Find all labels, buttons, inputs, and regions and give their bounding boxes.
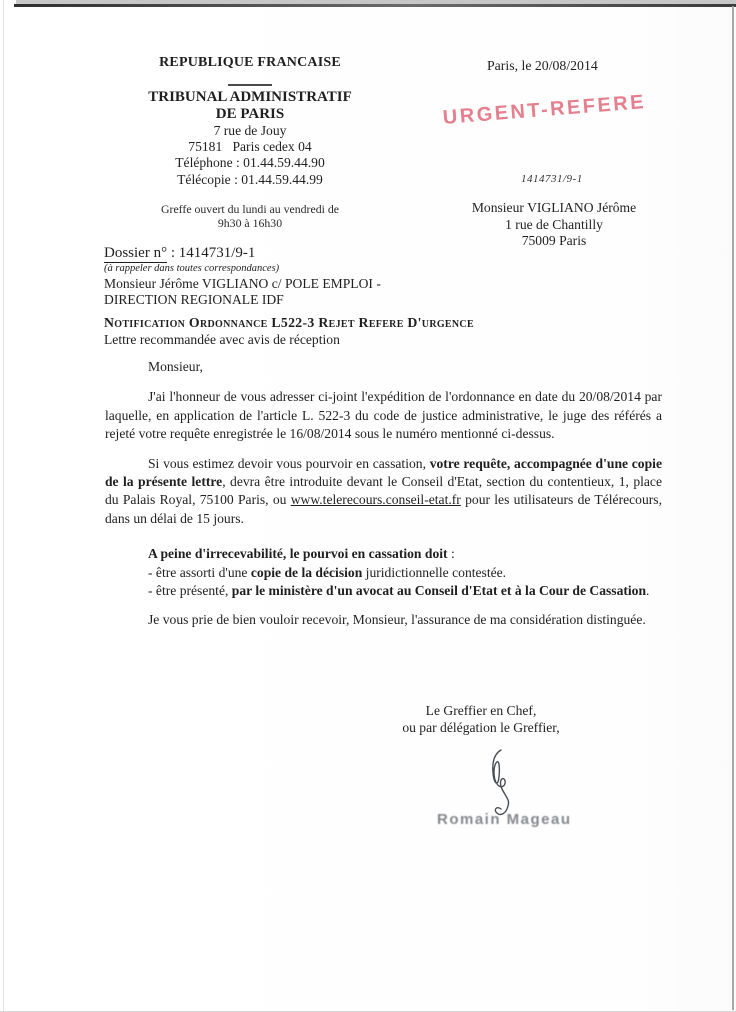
condition-item-2 bbox=[148, 582, 662, 600]
date-line: Paris, le 20/08/2014 bbox=[487, 58, 598, 73]
recipient-address-block bbox=[448, 200, 660, 250]
delivery-method: Lettre recommandée avec avis de réception bbox=[104, 332, 340, 347]
dossier-block bbox=[104, 245, 381, 308]
dossier-number: : 1414731/9-1 bbox=[167, 245, 256, 261]
office-hours bbox=[138, 202, 362, 230]
condition2-text: - être présenté, bbox=[148, 583, 232, 599]
letter-body bbox=[105, 358, 662, 641]
scan-artifact-top-dark bbox=[14, 4, 736, 7]
condition2-text: . bbox=[646, 583, 650, 599]
subject-title: Notification Ordonnance L522-3 Rejet Refere D'urgence bbox=[104, 315, 474, 330]
dossier-label: Dossier n° bbox=[104, 245, 168, 261]
telerecours-url: www.telerecours.conseil-etat.fr bbox=[290, 492, 461, 508]
divider-rule bbox=[228, 84, 272, 86]
scan-artifact-left-edge bbox=[3, 0, 4, 1012]
office-hours-line1: Greffe ouvert du lundi au vendredi de bbox=[161, 201, 339, 216]
paragraph-1: J'ai l'honneur de vous adresser ci-joint l'expédition de l'ordonnance en date du 20/08/2014 par laquelle, en application de l'article L. 522-3 du code de justice administrative, le juge des référés a rejeté votre requête enregistrée le 16/08/2014 sous le numéro mentionné ci-dessus. bbox=[105, 389, 662, 442]
condition2-bold: par le ministère d'un avocat au Conseil d'Etat et à la Cour de Cassation bbox=[231, 583, 647, 599]
case-parties bbox=[104, 276, 381, 308]
sender-street: 7 rue de Jouy bbox=[213, 123, 287, 138]
court-name-line1: TRIBUNAL ADMINISTRATIF bbox=[148, 89, 352, 105]
recipient-name: Monsieur VIGLIANO Jérôme bbox=[471, 200, 637, 215]
subject-block bbox=[104, 315, 474, 348]
sender-letterhead bbox=[138, 55, 362, 230]
sender-phone: Téléphone : 01.44.59.44.90 bbox=[175, 155, 325, 171]
office-hours-line2: 9h30 à 16h30 bbox=[217, 215, 283, 230]
closing-line1: Le Greffier en Chef, bbox=[425, 703, 537, 718]
closing-block bbox=[375, 702, 587, 736]
p2-text: pour les utilisateurs de Télérecours, dans un délai de 15 jours. bbox=[105, 492, 662, 526]
sender-fax: Télécopie : 01.44.59.44.99 bbox=[177, 171, 323, 187]
condition1-text: - être assorti d'une bbox=[148, 564, 251, 580]
handwritten-signature bbox=[466, 746, 536, 818]
dossier-number-line bbox=[104, 245, 381, 262]
signer-name-stamp: Romain Mageau bbox=[437, 811, 572, 828]
condition1-bold: copie de la décision bbox=[250, 564, 363, 580]
case-reference-number: 1414731/9-1 bbox=[521, 173, 583, 185]
p2-text: , devra être introduite devant le Conseil d'Etat, section du contentieux, 1, place du Palais Royal, 75100 Paris, ou bbox=[105, 474, 662, 508]
case-parties-line1: Monsieur Jérôme VIGLIANO c/ POLE EMPLOI - bbox=[104, 276, 381, 291]
paragraph-closing-courtesy: Je vous prie de bien vouloir recevoir, Monsieur, l'assurance de ma considération distinguée. bbox=[148, 612, 646, 628]
condition1-text: juridictionnelle contestée. bbox=[362, 564, 507, 580]
condition-item-1 bbox=[148, 564, 662, 582]
scan-artifact-right-edge bbox=[732, 6, 734, 1010]
p2-bold-requete: votre requête, accompagnée d'une copie de la présente lettre bbox=[105, 455, 662, 490]
recipient-street: 1 rue de Chantilly bbox=[505, 216, 603, 232]
dossier-note: (à rappeler dans toutes correspondances) bbox=[104, 263, 280, 274]
conditions-heading bbox=[148, 545, 662, 563]
closing-line2: ou par délégation le Greffier, bbox=[402, 720, 560, 735]
case-parties-line2: DIRECTION REGIONALE IDF bbox=[104, 291, 284, 307]
court-name-line2: DE PARIS bbox=[215, 106, 285, 122]
p2-text: Si vous estimez devoir vous pourvoir en cassation, bbox=[148, 455, 430, 471]
cassation-conditions-block bbox=[148, 545, 662, 600]
recipient-city: 75009 Paris bbox=[521, 233, 587, 249]
paragraph-2 bbox=[105, 455, 662, 529]
conditions-heading-colon: : bbox=[447, 546, 455, 562]
conditions-heading-bold: A peine d'irrecevabilité, le pourvoi en cassation doit bbox=[148, 546, 448, 562]
salutation: Monsieur, bbox=[148, 359, 203, 374]
republic-title: REPUBLIQUE FRANCAISE bbox=[159, 55, 341, 70]
sender-city: 75181 Paris cedex 04 bbox=[188, 139, 312, 155]
urgent-refere-stamp: URGENT-REFERE bbox=[442, 91, 647, 129]
